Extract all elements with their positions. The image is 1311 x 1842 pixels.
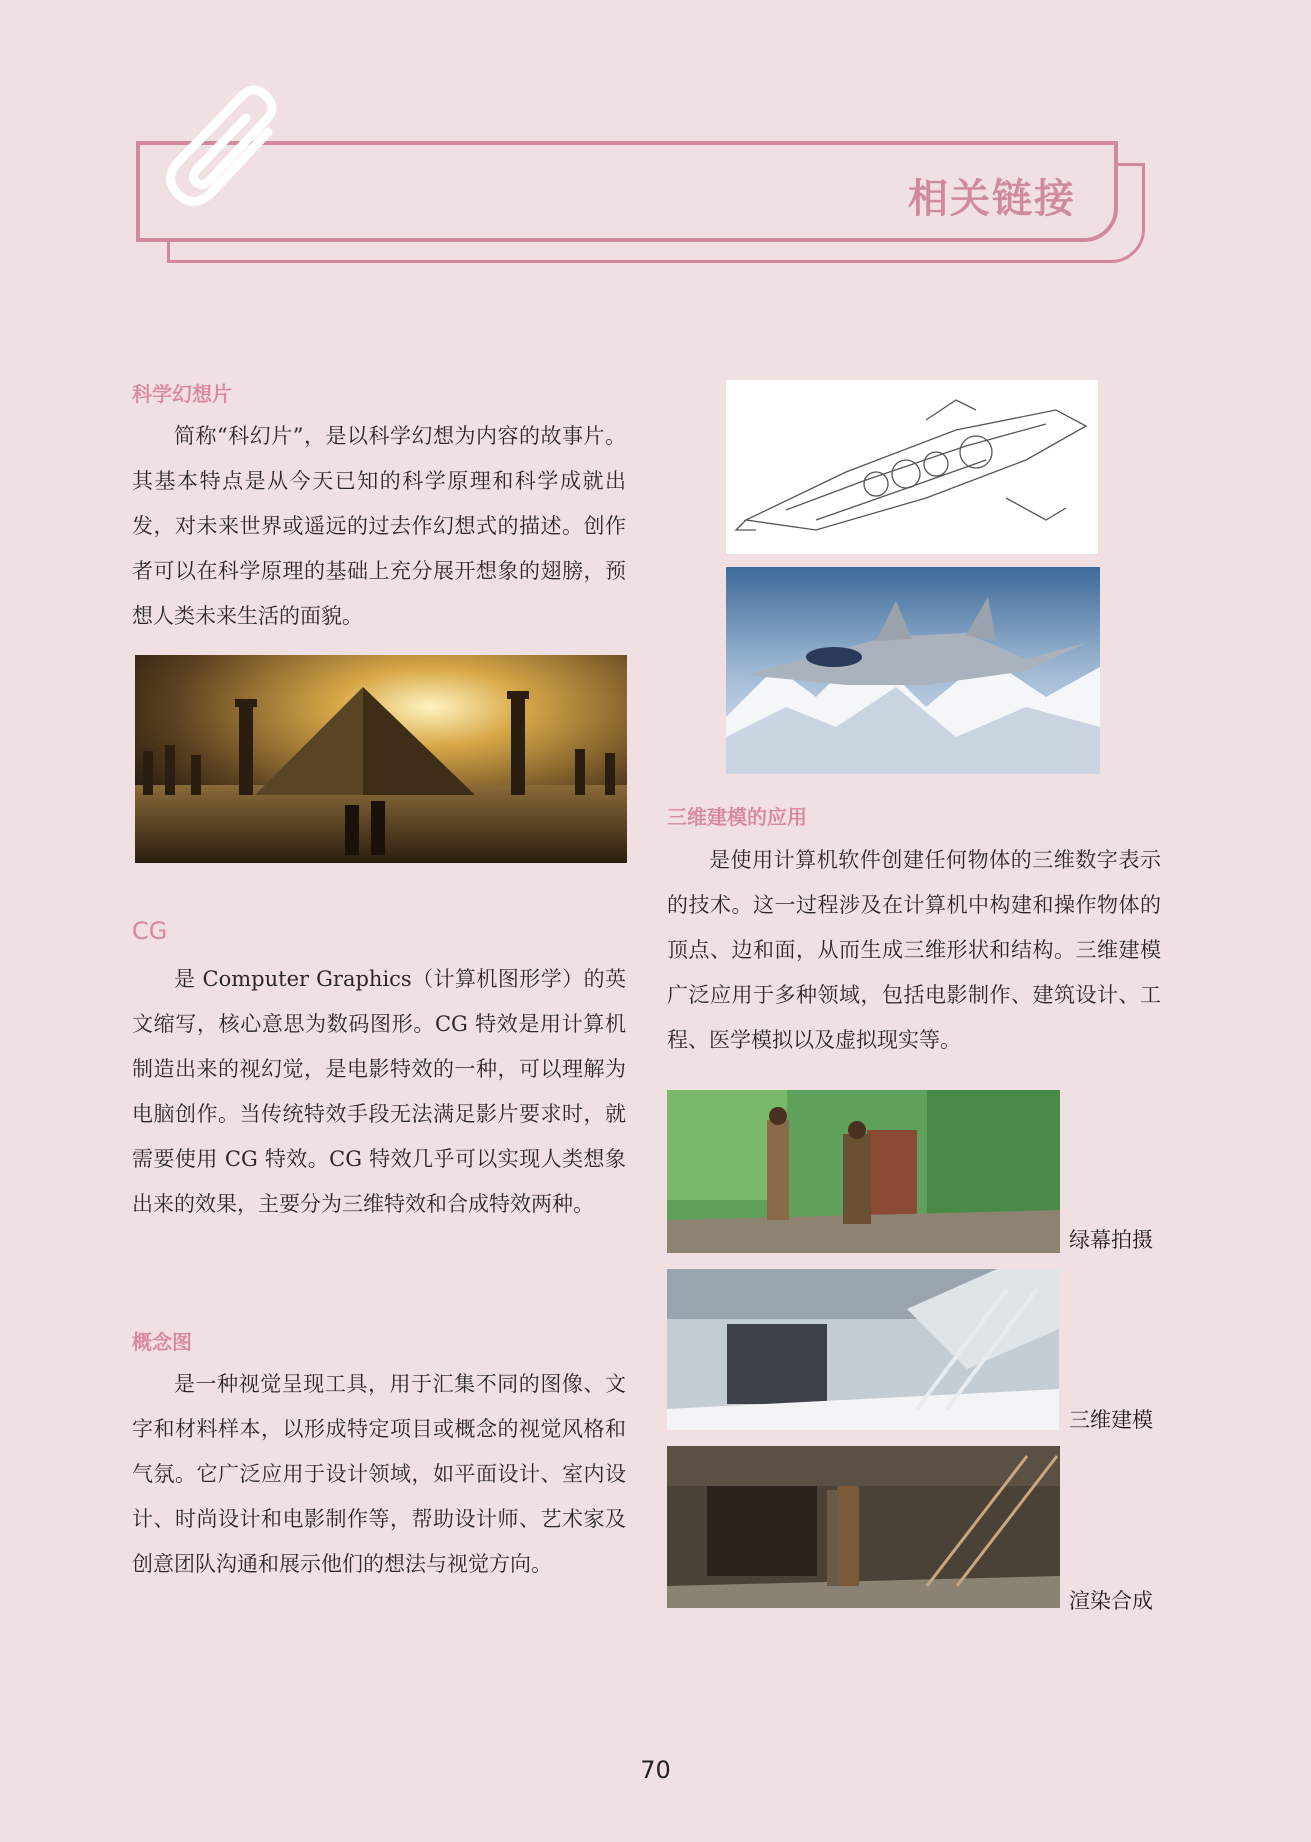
section-body-scifi: 简称“科幻片”，是以科学幻想为内容的故事片。其基本特点是从今天已知的科学原理和科学成就出发，对未来世界或遥远的过去作幻想式的描述。创作者可以在科学原理的基础上充分展开想象的翅膀，预想人类未来生活的面貌。 <box>132 424 626 628</box>
fighter-jet-image <box>726 567 1100 774</box>
section-body-modeling: 是使用计算机软件创建任何物体的三维数字表示的技术。这一过程涉及在计算机中构建和操作物体的顶点、边和面，从而生成三维形状和结构。三维建模广泛应用于多种领域，包括电影制作、建筑设计、工程、医学模拟以及虚拟现实等。 <box>667 848 1161 1052</box>
caption-green-screen: 绿幕拍摄 <box>1069 1228 1153 1252</box>
section-heading-concept: 概念图 <box>132 1330 192 1354</box>
paperclip-icon <box>150 84 290 224</box>
spaceship-sketch-image <box>726 380 1098 554</box>
3d-model-image <box>667 1269 1059 1430</box>
caption-3d-model: 三维建模 <box>1069 1408 1153 1432</box>
page-number: 70 <box>640 1756 671 1784</box>
scifi-pyramid-image <box>135 655 627 863</box>
page-title: 相关链接 <box>908 176 1076 222</box>
section-body-cg: 是 Computer Graphics（计算机图形学）的英文缩写，核心意思为数码图形。CG 特效是用计算机制造出来的视幻觉，是电影特效的一种，可以理解为电脑创作。当传统特效手段无法满足影片要求时，就需要使用 CG 特效。CG 特效几乎可以实现人类想象出来的效果，主要分为三维特效和合成特效两种。 <box>132 967 626 1216</box>
section-body-concept: 是一种视觉呈现工具，用于汇集不同的图像、文字和材料样本，以形成特定项目或概念的视觉风格和气氛。它广泛应用于设计领域，如平面设计、室内设计、时尚设计和电影制作等，帮助设计师、艺术家及创意团队沟通和展示他们的想法与视觉方向。 <box>132 1372 626 1576</box>
green-screen-image <box>667 1090 1060 1253</box>
section-heading-cg: CG <box>132 917 168 945</box>
caption-render: 渲染合成 <box>1069 1589 1153 1613</box>
section-heading-modeling: 三维建模的应用 <box>667 805 807 829</box>
section-heading-scifi: 科学幻想片 <box>132 382 232 406</box>
render-composite-image <box>667 1446 1060 1608</box>
